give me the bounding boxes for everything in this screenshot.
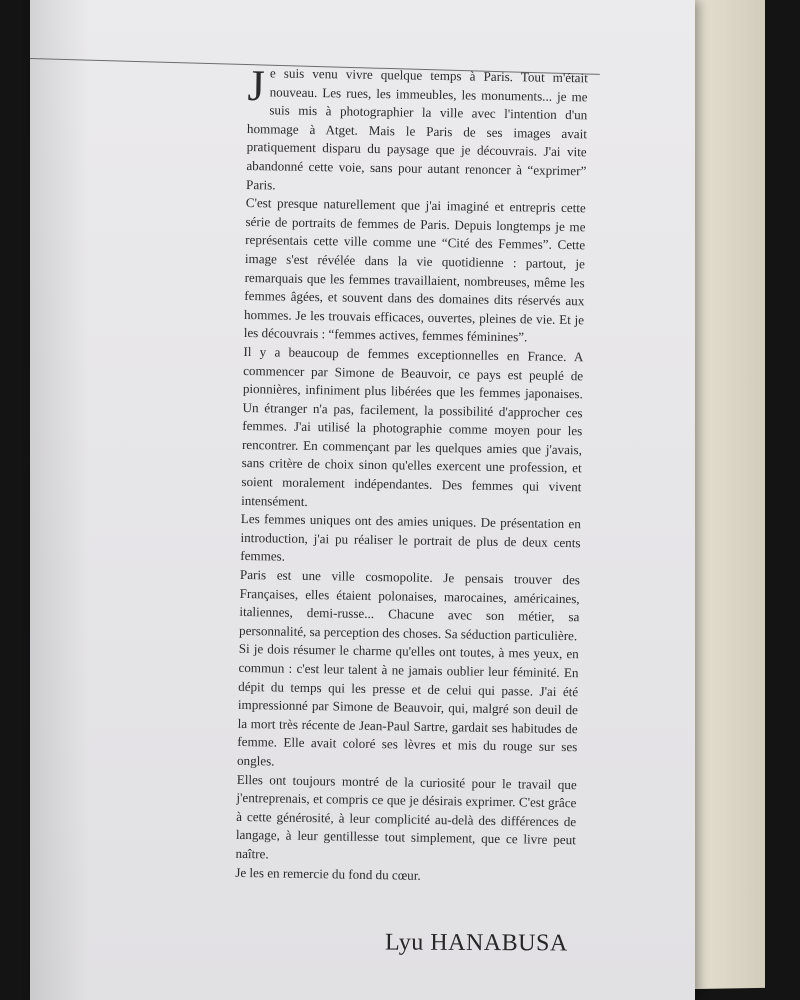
letter-text	[235, 61, 588, 887]
paragraph-5: Paris est une ville cosmopolite. Je pensais trouver des Françaises, elles étaient polonaises, marocaines, américaines, italiennes, demi-russe... Chacune avec son métier, sa personnalité, sa perception des choses. Sa séduction particulière.	[238, 566, 581, 644]
signature: Lyu HANABUSA	[384, 929, 568, 957]
paragraph-3: Il y a beaucoup de femmes exceptionnelles en France. A commencer par Simone de Beauvoir, ce pays est peuplé de pionnières, infiniment plus libérées que les femmes japonaises. Un étranger n'a pas, facilement, la possibilité d'approcher ces femmes. J'ai utilisé la photographie comme moyen pour les rencontrer. En commençant par les quelques amies que j'avais, sans critère de choix sinon qu'elles exercent une profession, et soient moralement indépendantes. Des femmes qui vivent intensément.	[241, 343, 584, 509]
dropcap: J	[247, 61, 266, 111]
paragraph-8: Je les en remercie du fond du cœur.	[235, 864, 421, 883]
paragraph-1	[245, 61, 588, 199]
paragraph-6: Si je dois résumer le charme qu'elles ont toutes, à mes yeux, en commun : c'est leur talent à ne jamais oublier leur féminité. En dépit du temps qui les presse et de celui qui passe. J'ai été impressionné par Simone de Beauvoir, qui, malgré son deuil de la mort très récente de Jean-Paul Sartre, gardait ses habitudes de femme. Elle avait coloré ses lèvres et mis du rouge sur ses ongles.	[236, 641, 579, 769]
paragraph-1-text: e suis venu vivre quelque temps à Paris. Tout m'était nouveau. Les rues, les immeubles, les monuments... je me suis mis à photographier la ville avec l'intention d'un hommage à Atget. Mais le Paris de ses images avait pratiquement disparu du paysage que je découvrais. J'ai vite abandonné cette voie, sans pour autant renoncer à “exprimer” Paris.	[245, 65, 588, 193]
paragraph-4: Les femmes uniques ont des amies uniques. De présentation en introduction, j'ai pu réaliser le portrait de plus de deux cents femmes.	[240, 511, 581, 565]
paragraph-2: C'est presque naturellement que j'ai imaginé et entrepris cette série de portraits de femmes de Paris. Depuis longtemps je me représentais cette ville comme une “Cité des Femmes”. Cette image s'est révélée dans la vie quotidienne : partout, je remarquais que les femmes travaillaient, nombreuses, même les femmes âgées, et souvent dans des domaines dits réservés aux hommes. Je les trouvais efficaces, ouvertes, pleines de vie. Et je les découvrais : “femmes actives, femmes féminines”.	[243, 195, 586, 345]
paragraph-7: Elles ont toujours montré de la curiosité pour le travail que j'entreprenais, et compris ce que je désirais exprimer. C'est grâce à cette générosité, à leur complicité au-delà des différences de langage, à leur gentillesse tout simplement, que ce livre peut naître.	[235, 771, 577, 862]
